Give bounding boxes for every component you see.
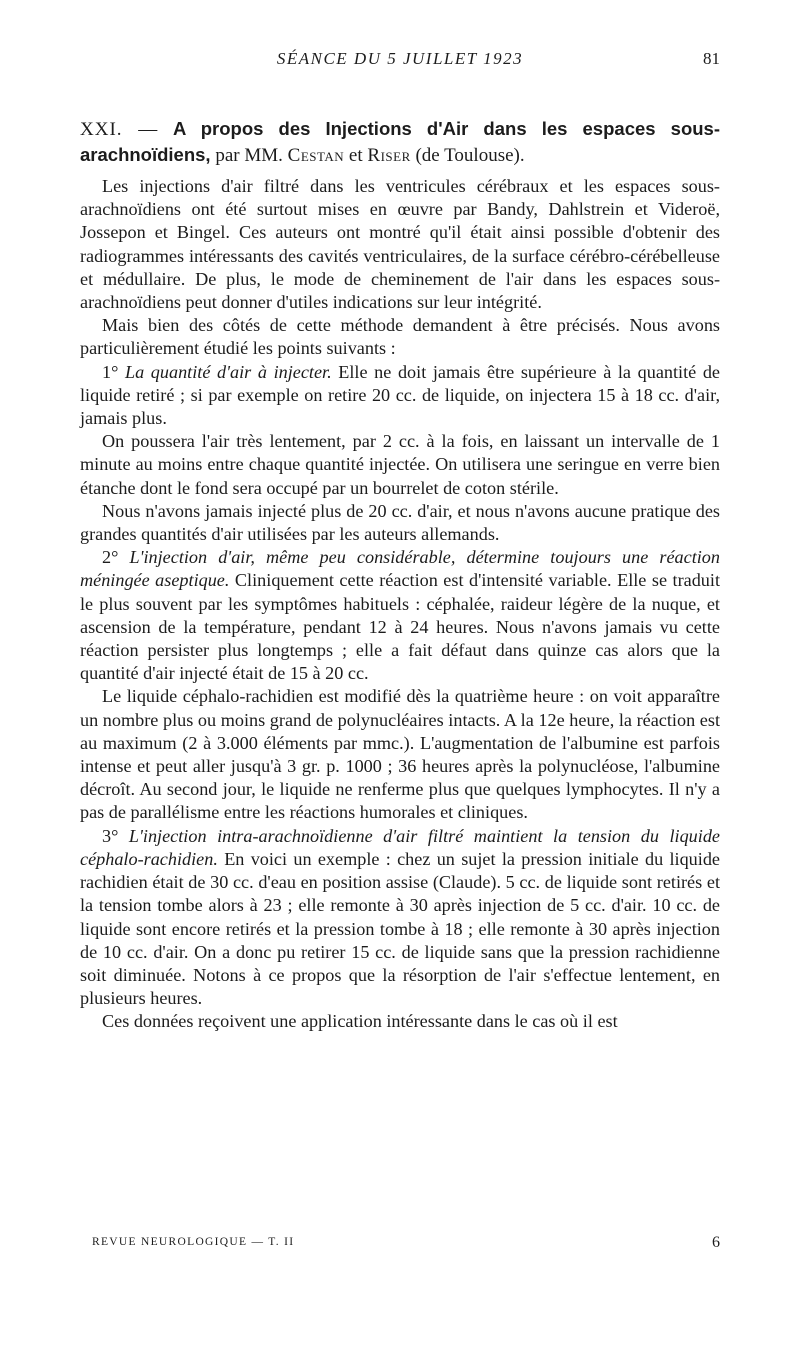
article-body bbox=[80, 117, 720, 1034]
author-affiliation: (de Toulouse). bbox=[415, 144, 525, 166]
point-number: 1° bbox=[102, 361, 125, 382]
running-title: SÉANCE DU 5 JUILLET 1923 bbox=[276, 49, 524, 68]
point-title: L'injection intra-arachnoïdienne d'air filtré maintient la tension du liquide céphalo-rachidien. bbox=[80, 825, 720, 869]
point-number: 3° bbox=[102, 825, 129, 846]
signature-mark: 6 bbox=[712, 1234, 720, 1251]
paragraph-intro: Les injections d'air filtré dans les ventricules cérébraux et les espaces sous-arachnoïdiens ont été surtout mises en œuvre par Bandy, Dahlstrein et Videroë, Jossepon et Bingel. Ces auteurs ont montré qu'il était ainsi possible d'obtenir des radiogrammes intéressants des cavités ventriculaires, de la surface cérébro-cérébelleuse et médullaire. De plus, le mode de cheminement de l'air dans les espaces sous-arachnoïdiens peut donner d'utiles indications sur leur intégrité. bbox=[80, 176, 720, 313]
point-text: Cliniquement cette réaction est d'intensité variable. Elle se traduit le plus souvent par les symptômes habituels : céphalée, raideur légère de la nuque, et ascension de la température, pendant 12 à 24 heures. Nous n'avons jamais vu cette réaction persister plus longtemps ; elle a fait défaut dans quinze cas alors que la quantité d'air injecté était de 15 à 20 cc. bbox=[80, 570, 720, 684]
paragraph-quantity-note: Nous n'avons jamais injecté plus de 20 cc. d'air, et nous n'avons aucune pratique des grandes quantités d'air utilisées par les auteurs allemands. bbox=[80, 500, 720, 545]
point-title: L'injection d'air, même peu considérable, détermine toujours une réaction méningée aseptique. bbox=[80, 547, 720, 591]
article-heading bbox=[80, 117, 720, 168]
paragraph-injection-method: On poussera l'air très lentement, par 2 cc. à la fois, en laissant un intervalle de 1 minute au moins entre chaque quantité injectée. On utilisera une seringue en verre bien étanche dont le fond sera occupé par un bourrelet de coton stérile. bbox=[80, 431, 720, 498]
paragraph-csf-changes: Le liquide céphalo-rachidien est modifié dès la quatrième heure : on voit apparaître un nombre plus ou moins grand de polynucléaires intacts. A la 12e heure, la réaction est au maximum (2 à 3.000 éléments par mmc.). L'augmentation de l'albumine est parfois intense et peut aller jusqu'à 3 gr. p. 1000 ; 36 heures après la polynucléose, l'albumine décroît. Au second jour, le liquide ne renferme plus que quelques lymphocytes. Il n'y a pas de parallélisme entre les réactions humorales et cliniques. bbox=[80, 686, 720, 823]
point-text: En voici un exemple : chez un sujet la pression initiale du liquide rachidien était de 30 cc. d'eau en position assise (Claude). 5 cc. de liquide sont retirés et la tension tombe alors à 23 ; elle remonte à 30 après injection de 5 cc. d'air. 10 cc. de liquide sont encore retirés et la pression tombe à 18 ; elle remonte à 30 après injection de 10 cc. d'air. On a donc pu retirer 15 cc. de liquide sans que la pression rachidienne soit diminuée. Notons à ce propos que la résorption de l'air s'effectue lentement, en plusieurs heures. bbox=[80, 848, 720, 1009]
article-number: XXI. — bbox=[80, 119, 159, 140]
paragraph-point-2 bbox=[80, 546, 720, 685]
author-name: Riser bbox=[367, 144, 411, 166]
page-footer bbox=[92, 1236, 720, 1256]
article-by: par MM. bbox=[215, 144, 283, 166]
paragraph-point-3 bbox=[80, 825, 720, 1011]
point-title: La quantité d'air à injecter. bbox=[124, 361, 332, 382]
paragraph-point-1 bbox=[80, 361, 720, 431]
point-text: Elle ne doit jamais être supérieure à la quantité de liquide retiré ; si par exemple on retire 20 cc. de liquide, on injectera 15 à 18 cc. d'air, jamais plus. bbox=[80, 361, 720, 429]
author-conjunction: et bbox=[348, 144, 363, 166]
author-name: Cestan bbox=[287, 144, 345, 166]
article-title: A propos des Injections d'Air dans les espaces sous-arachnoïdiens, bbox=[80, 118, 720, 165]
paragraph-points: Mais bien des côtés de cette méthode demandent à être précisés. Nous avons particulièrement étudié les points suivants : bbox=[80, 315, 720, 359]
running-head bbox=[80, 47, 720, 73]
paragraph-continued: Ces données reçoivent une application intéressante dans le cas où il est bbox=[102, 1011, 618, 1032]
point-number: 2° bbox=[102, 547, 130, 568]
page-number: 81 bbox=[703, 49, 720, 68]
journal-name: REVUE NEUROLOGIQUE — T. II bbox=[92, 1236, 295, 1248]
